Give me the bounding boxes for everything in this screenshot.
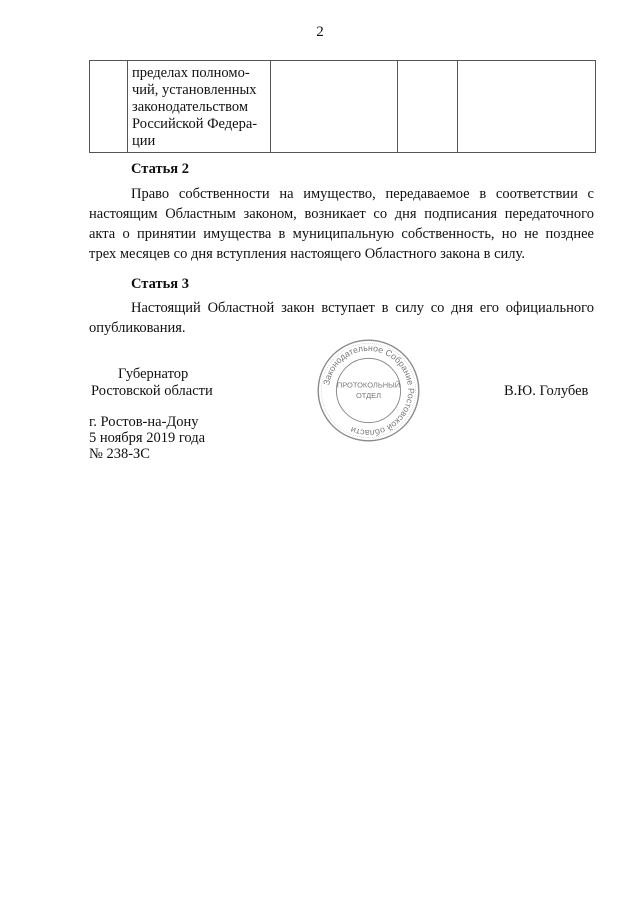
table-cell-empty: [90, 61, 128, 153]
page-number: 2: [316, 24, 324, 40]
article-2-line: настоящим Областным законом, возникает со дня подписания передаточного: [89, 206, 594, 222]
signatory-name: В.Ю. Голубев: [504, 383, 589, 399]
cell-line: законодательством: [132, 99, 249, 115]
table-cell-empty: [458, 61, 596, 153]
sign-city: г. Ростов-на-Дону: [89, 414, 199, 430]
table-cell-empty: [271, 61, 398, 153]
article-2-line: Право собственности на имущество, передаваемое в соответствии с: [131, 186, 594, 202]
table-row: [90, 61, 596, 153]
signatory-region: Ростовской области: [91, 383, 213, 399]
seal-ring-text: Законодательное Собрание Ростовской области: [321, 342, 417, 439]
seal-center-line: ПРОТОКОЛЬНЫЙ: [336, 380, 401, 390]
table-cell-empty: [398, 61, 458, 153]
article-2-line: трех месяцев со дня вступления настоящего Областного закона в силу.: [89, 246, 525, 262]
article-2-heading: Статья 2: [131, 161, 189, 177]
article-3-line: Настоящий Областной закон вступает в силу со дня его официального: [131, 300, 594, 316]
sign-date: 5 ноября 2019 года: [89, 430, 206, 446]
signatory-title: Губернатор: [118, 366, 189, 382]
article-3-heading: Статья 3: [131, 276, 189, 292]
cell-line: Российской Федера-: [132, 116, 258, 132]
law-number: № 238-ЗС: [89, 446, 150, 462]
article-2-line: акта о принятии имущества в муниципальную собственность, но не позднее: [89, 226, 594, 242]
table-cell-text: [128, 61, 271, 153]
cell-line: пределах полномо-: [132, 65, 250, 81]
cell-line: чий, установленных: [132, 82, 257, 98]
seal-center-line: ОТДЕЛ: [355, 390, 382, 400]
continued-table: [89, 60, 596, 153]
cell-line: ции: [132, 133, 156, 149]
official-seal: [315, 337, 422, 444]
article-3-line: опубликования.: [89, 320, 186, 336]
